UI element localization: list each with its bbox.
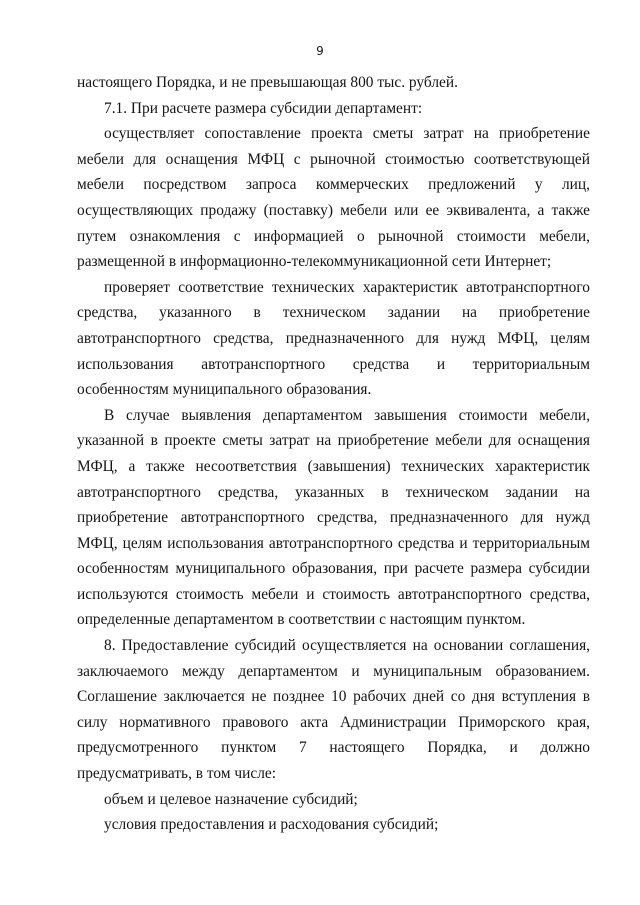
paragraph-vehicle-specs-check: проверяет соответствие технических характеристик автотранспортного средства, указанного в техническом задании на приобретение автотранспортного средства, предназначенного для нужд МФЦ, целям использования автотранспортного средства и территориальным особенностям муниципального образования. <box>77 278 590 399</box>
paragraph-continuation: настоящего Порядка, и не превышающая 800 тыс. рублей. <box>77 74 458 91</box>
paragraph-8-agreement: 8. Предоставление субсидий осуществляется на основании соглашения, заключаемого между департаментом и муниципальным образованием. Соглашение заключается не позднее 10 рабочих дней со дня вступления в силу нормативного правового акта Администрации Приморского края, предусмотренного пунктом 7 настоящего Порядка, и должно предусматривать, в том числе: <box>77 637 590 783</box>
page-number: 9 <box>316 44 324 58</box>
paragraph-7-1: 7.1. При расчете размера субсидии департамент: <box>104 99 423 117</box>
list-item-subsidy-conditions: условия предоставления и расходования субсидий; <box>104 816 439 834</box>
paragraph-furniture-cost-check: осуществляет сопоставление проекта сметы затрат на приобретение мебели для оснащения МФЦ с рыночной стоимостью соответствующей мебели посредством запроса коммерческих предложений у лиц, осуществляющих продажу (поставку) мебели или ее эквивалента, а также путем ознакомления с информацией о рыночной стоимости мебели, размещенной в информационно-телекоммуникационной сети Интернет; <box>77 125 590 271</box>
paragraph-overstatement-case: В случае выявления департаментом завышения стоимости мебели, указанной в проекте сметы затрат на приобретение мебели для оснащения МФЦ, а также несоответствия (завышения) технических характеристик автотранспортного средства, указанных в техническом задании на приобретение автотранспортного средства, предназначенного для нужд МФЦ, целям использования автотранспортного средства и территориальным особенностям муниципального образования, при расчете размера субсидии используются стоимость мебели и стоимость автотранспортного средства, определенные департаментом в соответствии с настоящим пунктом. <box>77 406 590 629</box>
list-item-subsidy-volume: объем и целевое назначение субсидий; <box>104 790 358 808</box>
document-body <box>77 70 590 838</box>
